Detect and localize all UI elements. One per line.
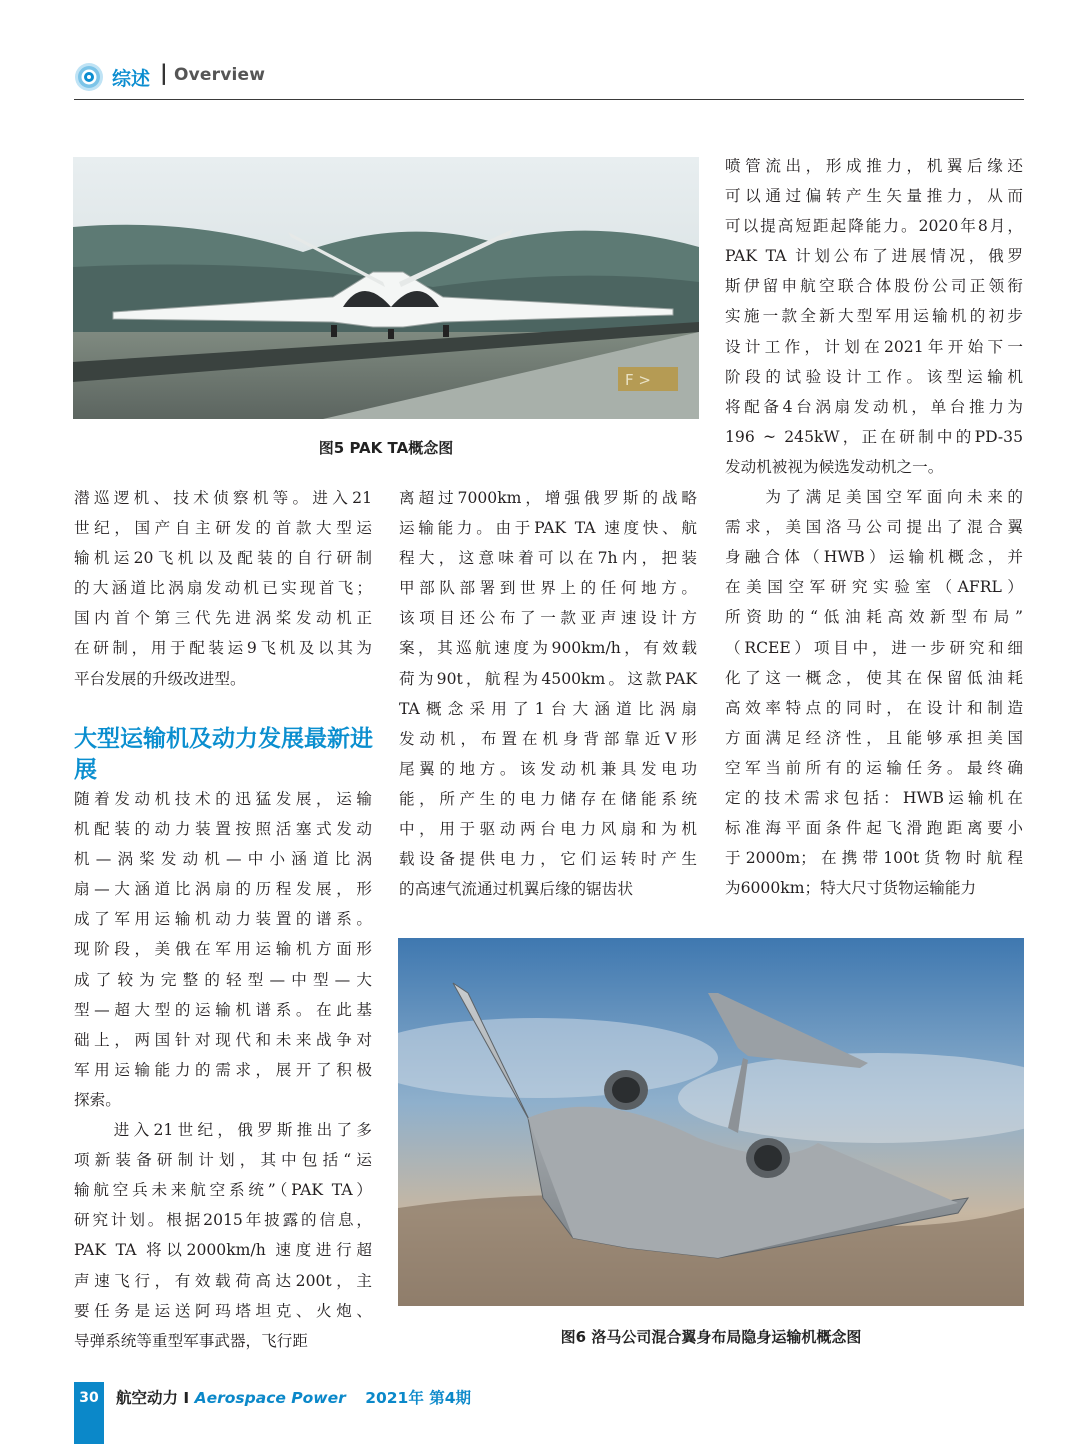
text-line: 成了较为完整的轻型—中型—大 [74, 970, 372, 989]
journal-footer [116, 1386, 471, 1408]
text-line: （RCEE）项目中，进一步研究和细 [725, 638, 1023, 657]
text-line: 化了这一概念，使其在保留低油耗 [725, 668, 1023, 687]
figure-6-caption: 图6 洛马公司混合翼身布局隐身运输机概念图 [560, 1328, 862, 1346]
figure-5-sign-text: F > [625, 371, 651, 389]
column-1-top-text [74, 483, 372, 694]
column-3-text [725, 151, 1023, 903]
text-line: 项新装备研制计划，其中包括“运 [74, 1151, 372, 1170]
text-line: 设计工作，计划在2021年开始下一 [725, 337, 1023, 356]
text-line: PAK TA 计划公布了进展情况，俄罗 [725, 247, 1023, 266]
text-line: 在美国空军研究实验室（AFRL） [725, 578, 1023, 597]
text-line: 潜巡逻机、技术侦察机等。进入21 [74, 489, 372, 507]
text-line: 声速飞行，有效载荷高达200t，主 [74, 1271, 372, 1290]
text-line: 于2000m；在携带100t货物时航程 [725, 849, 1023, 868]
text-line: 机—涡桨发动机—中小涵道比涡 [74, 850, 372, 869]
text-line: 为6000km；特大尺寸货物运输能力 [725, 879, 977, 898]
text-line: 型—超大型的运输机谱系。在此基 [74, 1000, 372, 1019]
text-line: 方面满足经济性，且能够承担美国 [725, 728, 1023, 747]
figure-5-image [73, 157, 699, 419]
text-line: 实施一款全新大型军用运输机的初步 [725, 307, 1023, 326]
text-line: 探索。 [74, 1090, 121, 1109]
text-line: 离超过7000km，增强俄罗斯的战略 [399, 489, 697, 507]
text-line: 运输能力。由于PAK TA 速度快、航 [399, 519, 697, 538]
text-line: 机配装的动力装置按照活塞式发动 [74, 820, 372, 839]
text-line: 世纪，国产自主研发的首款大型运 [74, 519, 372, 538]
journal-logo-icon [74, 62, 104, 92]
text-line: 进入21世纪，俄罗斯推出了多 [74, 1121, 372, 1140]
text-line: 输机运20飞机以及配装的自行研制 [74, 549, 372, 568]
section-title-en: Overview [174, 65, 266, 85]
text-line: 国内首个第三代先进涡桨发动机正 [74, 609, 372, 628]
journal-separator: I [183, 1389, 190, 1407]
text-line: 标准海平面条件起飞滑跑距离要小 [725, 819, 1023, 838]
column-1-bottom-text [74, 784, 372, 1356]
text-line: 发动机，布置在机身背部靠近V形 [399, 729, 697, 748]
journal-name-cn: 航空动力 [116, 1389, 179, 1407]
text-line: 中，用于驱动两台电力风扇和为机 [399, 820, 697, 839]
page-number: 30 [79, 1390, 99, 1406]
text-line: 斯伊留申航空联合体股份公司正领衔 [725, 277, 1023, 296]
column-2-text [399, 483, 697, 904]
text-line: 身融合体（HWB）运输机概念，并 [725, 548, 1023, 567]
text-line: 196 ~ 245kW，正在研制中的PD-35 [725, 427, 1023, 446]
text-line: 军用运输能力的需求，展开了积极 [74, 1060, 372, 1079]
text-line: 甲部队部署到世界上的任何地方。 [399, 579, 697, 598]
journal-issue: 2021年 第4期 [365, 1389, 472, 1407]
text-line: 定的技术需求包括：HWB运输机在 [725, 788, 1023, 807]
text-line: 所资助的“低油耗高效新型布局” [725, 608, 1023, 627]
text-line: 成了军用运输机动力装置的谱系。 [74, 910, 372, 929]
text-line: 输航空兵未来航空系统”（PAK TA） [74, 1181, 372, 1200]
text-line: 空军当前所有的运输任务。最终确 [725, 758, 1023, 777]
text-line: 程大，这意味着可以在7h内，把装 [399, 549, 697, 568]
text-line: 能，所产生的电力储存在储能系统 [399, 789, 697, 808]
text-line: 导弹系统等重型军事武器，飞行距 [74, 1331, 308, 1350]
text-line: 该项目还公布了一款亚声速设计方 [399, 609, 697, 628]
text-line: 荷为90t，航程为4500km。这款PAK [399, 669, 697, 688]
figure-6-image [398, 938, 1024, 1306]
text-line: 础上，两国针对现代和未来战争对 [74, 1030, 372, 1049]
text-line: 的高速气流通过机翼后缘的锯齿状 [399, 880, 633, 899]
text-line: 高效率特点的同时，在设计和制造 [725, 698, 1023, 717]
text-line: 在研制，用于配装运9飞机及以其为 [74, 639, 372, 658]
journal-name-en: Aerospace Power [194, 1389, 346, 1407]
section-title-cn: 综述 [112, 68, 151, 90]
text-line: 为了满足美国空军面向未来的 [725, 488, 1023, 507]
figure-5-caption: 图5 PAK TA概念图 [318, 439, 454, 457]
text-line: 现阶段，美俄在军用运输机方面形 [74, 940, 372, 959]
text-line: 可以通过偏转产生矢量推力，从而 [725, 187, 1023, 206]
text-line: 案，其巡航速度为900km/h，有效载 [399, 639, 697, 658]
text-line: 平台发展的升级改进型。 [74, 669, 246, 688]
text-line: 尾翼的地方。该发动机兼具发电功 [399, 759, 697, 778]
text-line: 的大涵道比涡扇发动机已实现首飞； [74, 579, 372, 598]
text-line: PAK TA 将以2000km/h 速度进行超 [74, 1241, 372, 1260]
text-line: 载设备提供电力，它们运转时产生 [399, 850, 697, 869]
section-separator: | [160, 61, 168, 85]
page-header [74, 60, 1024, 100]
text-line: 随着发动机技术的迅猛发展，运输 [74, 790, 372, 808]
text-line: 阶段的试验设计工作。该型运输机 [725, 367, 1023, 386]
text-line: 喷管流出，形成推力，机翼后缘还 [725, 157, 1023, 175]
text-line: TA概念采用了1台大涵道比涡扇 [399, 699, 697, 718]
text-line: 将配备4台涡扇发动机，单台推力为 [725, 397, 1023, 416]
text-line: 要任务是运送阿玛塔坦克、火炮、 [74, 1301, 372, 1320]
text-line: 发动机被视为候选发动机之一。 [725, 457, 944, 476]
text-line: 需求，美国洛马公司提出了混合翼 [725, 518, 1023, 537]
text-line: 扇—大涵道比涡扇的历程发展，形 [74, 880, 372, 899]
text-line: 研究计划。根据2015年披露的信息， [74, 1211, 372, 1230]
text-line: 可以提高短距起降能力。2020年8月， [725, 217, 1023, 236]
section-heading: 大型运输机及动力发展最新进展 [74, 726, 373, 783]
